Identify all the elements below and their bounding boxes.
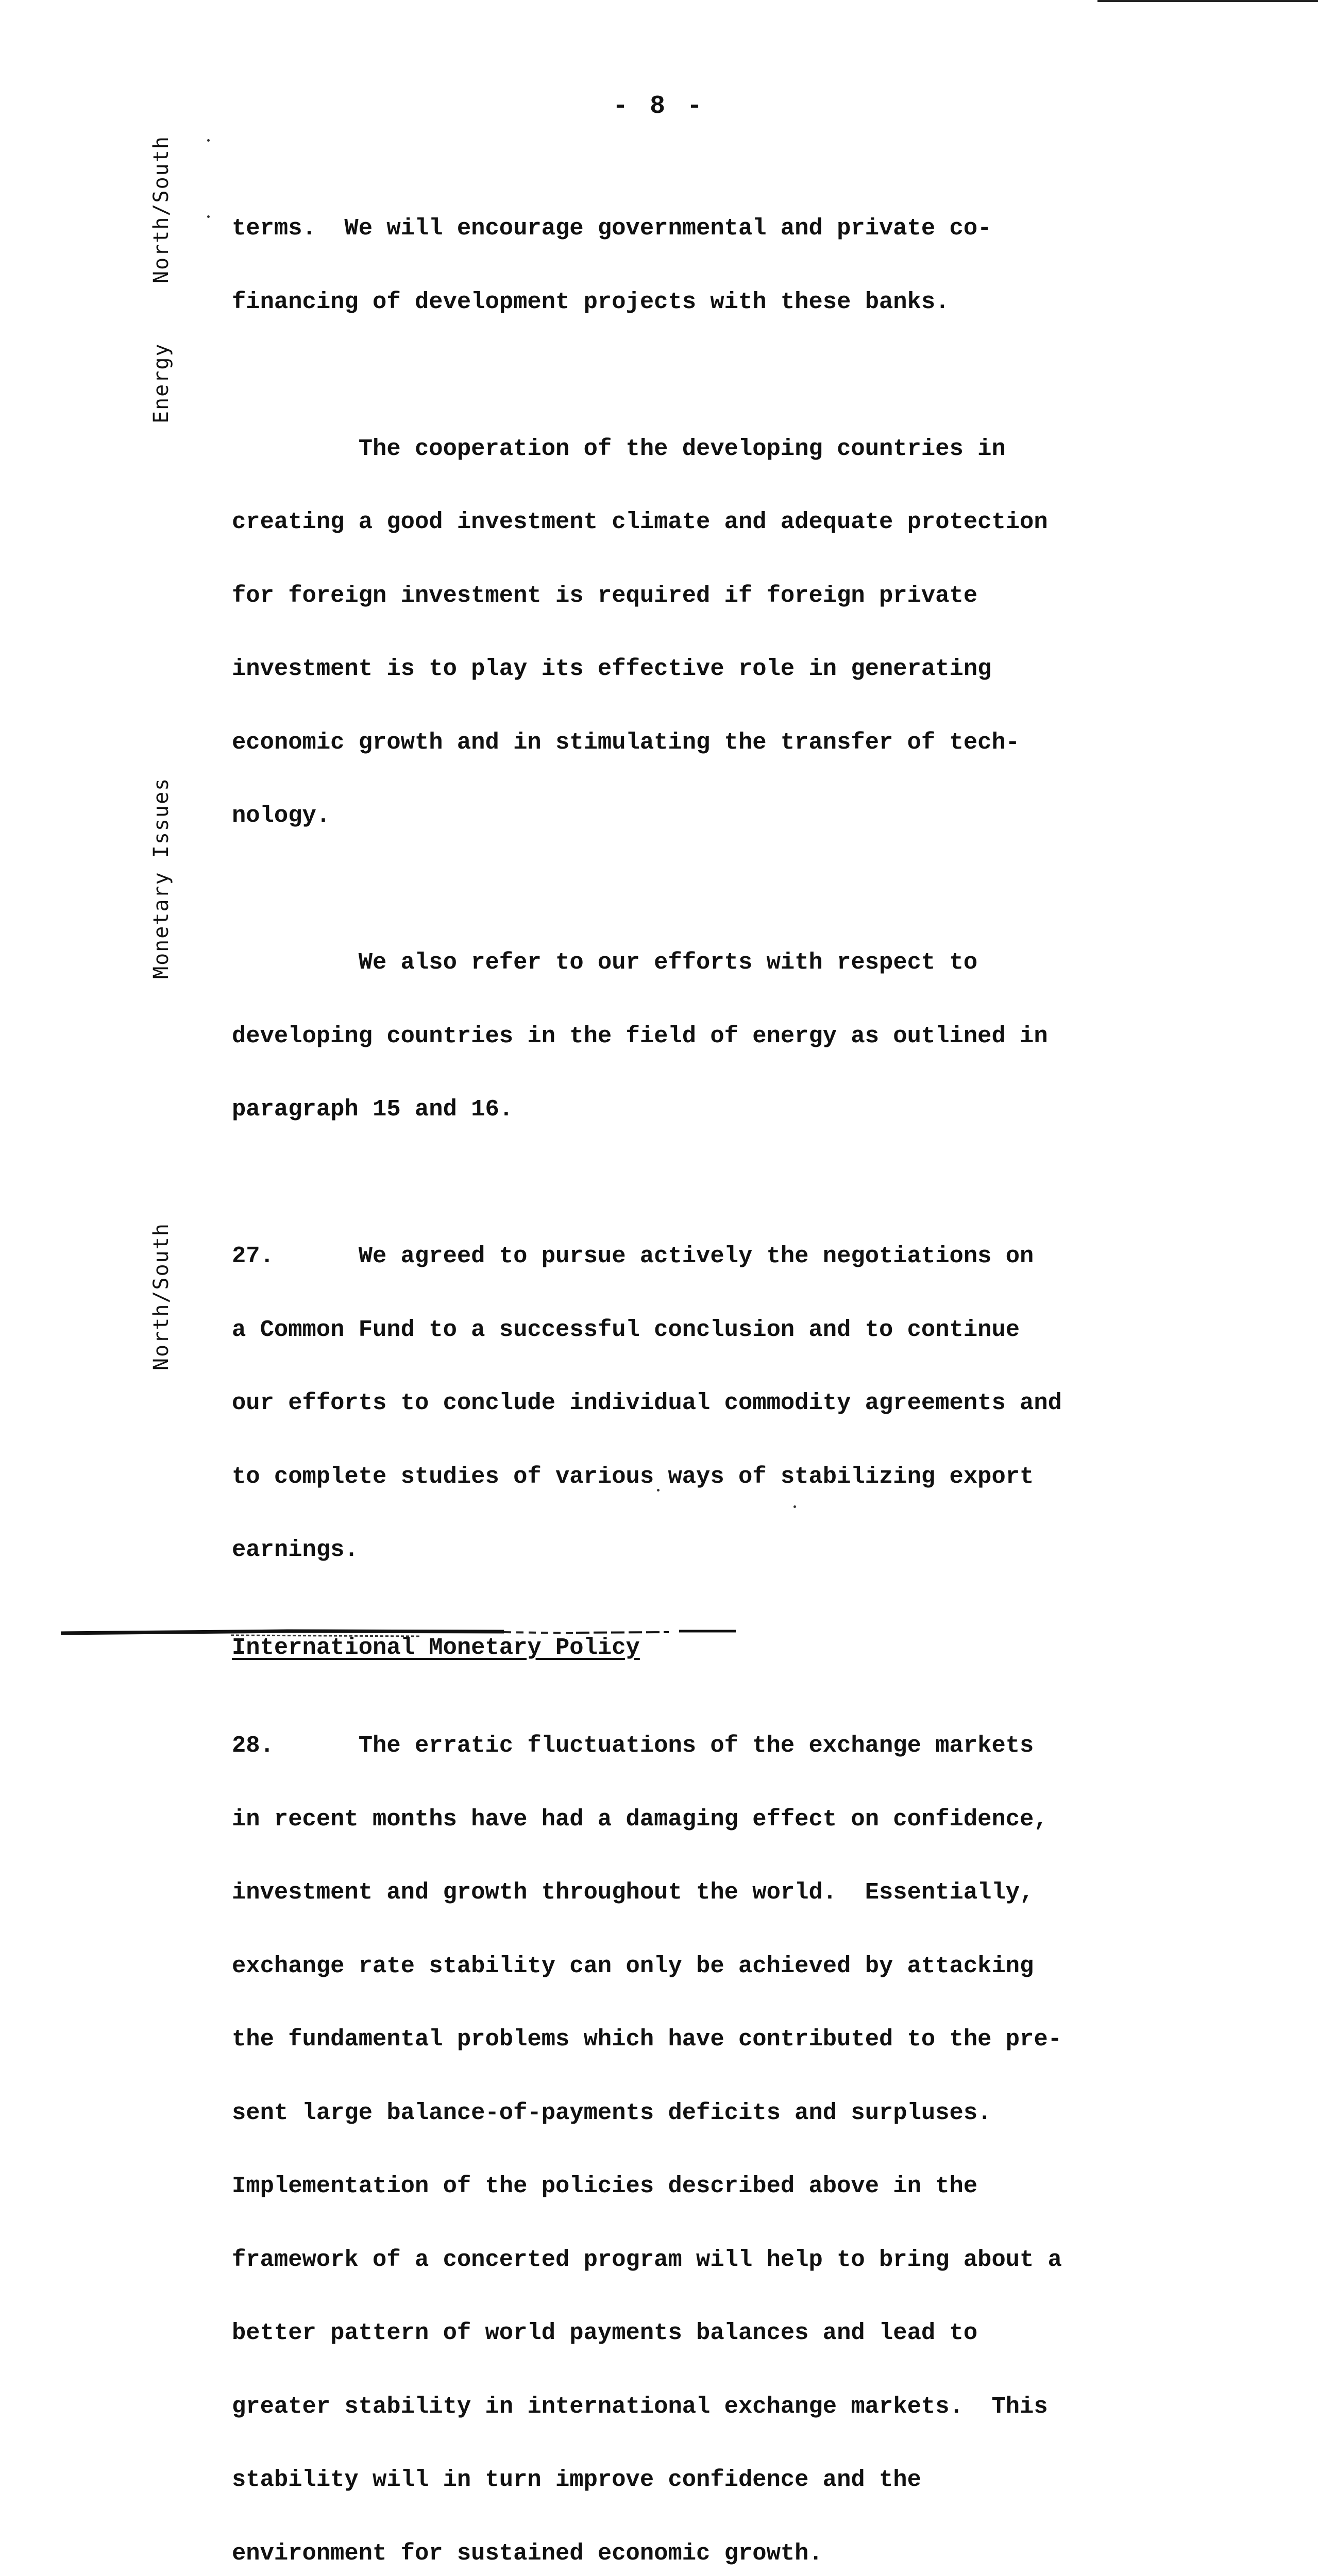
text-line: to complete studies of various ways of stabilizing export <box>232 1463 1034 1490</box>
text-line: stability will in turn improve confidence and the <box>232 2466 921 2493</box>
text-line: creating a good investment climate and adequate protection <box>232 509 1048 535</box>
text-line: nology. <box>232 802 331 829</box>
paragraph-continued <box>232 167 1149 363</box>
text-line: investment and growth throughout the world. Essentially, <box>232 1879 1034 1906</box>
document-body <box>232 167 1149 2576</box>
page-number: - 8 - <box>612 92 706 121</box>
text-line: sent large balance-of-payments deficits and surpluses. <box>232 2099 992 2126</box>
margin-note-north-south-bottom: North/South <box>149 1223 173 1370</box>
text-line: for foreign investment is required if foreign private <box>232 582 978 609</box>
text-line: our efforts to conclude individual commodity agreements and <box>232 1389 1062 1416</box>
paragraph-27 <box>232 1195 1149 1612</box>
text-line: financing of development projects with these banks. <box>232 288 950 315</box>
text-line: investment is to play its effective role in generating <box>232 655 992 682</box>
paragraph-energy-reference <box>232 902 1149 1171</box>
paragraph-investment-climate <box>232 388 1149 877</box>
text-line: better pattern of world payments balances and lead to <box>232 2319 978 2346</box>
text-line: Implementation of the policies described above in the <box>232 2173 978 2199</box>
text-line: in recent months have had a damaging effect on confidence, <box>232 1805 1048 1833</box>
text-line: terms. We will encourage governmental and private co- <box>232 215 992 242</box>
margin-note-north-south-top: North/South <box>149 135 173 283</box>
scan-speck <box>207 139 210 142</box>
text-line: a Common Fund to a successful conclusion and to continue <box>232 1316 1020 1343</box>
text-line: economic growth and in stimulating the transfer of tech- <box>232 728 1020 756</box>
text-line: earnings. <box>232 1536 359 1563</box>
text-line: environment for sustained economic growth. <box>232 2539 823 2567</box>
text-line: We also refer to our efforts with respect to <box>232 949 978 976</box>
section-heading: International Monetary Policy <box>232 1634 640 1661</box>
margin-note-energy: Energy <box>149 343 173 423</box>
text-line: framework of a concerted program will help to bring about a <box>232 2246 1062 2273</box>
text-line: The cooperation of the developing countries in <box>232 435 1006 462</box>
text-line: greater stability in international exchange markets. This <box>232 2393 1048 2420</box>
margin-note-monetary-issues: Monetary Issues <box>149 777 173 979</box>
footer-rule <box>61 1627 736 1640</box>
text-line: exchange rate stability can only be achieved by attacking <box>232 1952 1034 1979</box>
text-line: the fundamental problems which have contributed to the pre- <box>232 2026 1062 2053</box>
scan-edge-mark <box>1097 0 1318 2</box>
text-line: paragraph 15 and 16. <box>232 1096 514 1123</box>
text-line: 28. The erratic fluctuations of the exchange markets <box>232 1732 1034 1759</box>
text-line: 27. We agreed to pursue actively the negotiations on <box>232 1243 1034 1269</box>
paragraph-28 <box>232 1685 1149 2576</box>
text-line: developing countries in the field of energy as outlined in <box>232 1022 1048 1049</box>
scan-speck <box>207 215 210 218</box>
